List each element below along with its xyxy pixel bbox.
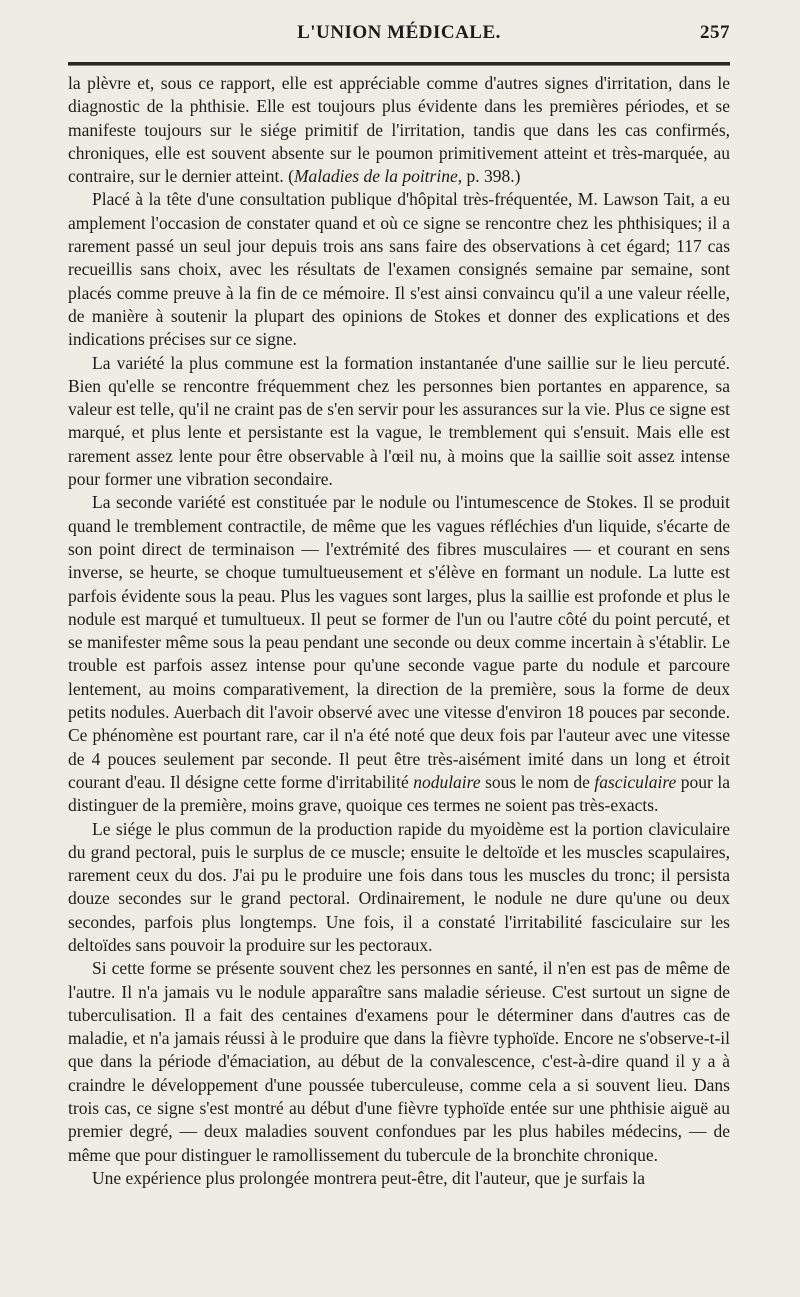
paragraph-lawson-tait: Placé à la tête d'une consultation publique d'hôpital très-fréquentée, M. Lawson Tait, a eu amplement l'occasion de constater quand et où ce signe se rencontre chez les phthisiques; il a rarement passé un seul jour depuis trois ans sans faire des observations à cet égard; 117 cas recueillis sans choix, avec les résultats de l'examen consignés semaine par semaine, sont placés comme preuve à la fin de ce mémoire. Il s'est ainsi convaincu qu'il a une valeur réelle, de manière à soutenir la plupart des opinions de Stokes et donner des explications et des indications précises sur ce signe. xyxy=(68,189,730,350)
paragraph-common-site: Le siége le plus commun de la production rapide du myoidème est la portion claviculaire du grand pectoral, puis le surplus de ce muscle; ensuite le deltoïde et les muscles scapulaires, rarement ceux du dos. J'ai pu le produire une fois dans tous les muscles du tronc; il persista douze secondes sur le grand pectoral. Ordinairement, le nodule ne dure qu'une ou deux secondes, parfois plus longtemps. Une fois, il a constaté l'irritabilité fasciculaire sur les deltoïdes sans pouvoir la produire sur les pectoraux. xyxy=(68,818,730,955)
paragraph-continuation: la plèvre et, sous ce rapport, elle est appréciable comme d'autres signes d'irritation, dans le diagnostic de la phthisie. Elle est toujours plus évidente dans les premières périodes, et se manifeste toujours sur le siége primitif de l'irritation, tandis que dans les cas confirmés, chroniques, elle est souvent absente sur le poumon primitivement atteint et très-marquée, au contraire, sur le dernier atteint. (Maladies de la poitrine, p. 398.) xyxy=(68,73,730,187)
paragraph-first-variety: La variété la plus commune est la formation instantanée d'une saillie sur le lieu percuté. Bien qu'elle se rencontre fréquemment chez les personnes bien portantes en apparence, sa valeur est telle, qu'il ne craint pas de s'en servir pour les assurances sur la vie. Plus ce signe est marqué, et plus lente et persistante est la vague, le tremblement qui s'ensuit. Mais elle est rarement assez lente pour être observable à l'œil nu, à moins que la saillie soit assez intense pour former une vibration secondaire. xyxy=(68,352,730,490)
page-number: 257 xyxy=(700,22,730,43)
journal-title: L'UNION MÉDICALE. xyxy=(297,22,501,43)
paragraph-healthy-persons: Si cette forme se présente souvent chez les personnes en santé, il n'en est pas de même de l'autre. Il n'a jamais vu le nodule apparaître sans maladie sérieuse. C'est surtout un signe de tuberculisation. Il a fait des centaines d'examens pour le déterminer dans d'autres cas de maladie, et n'a jamais réussi à le produire que dans la fièvre typhoïde. Encore ne s'observe-t-il que dans la période d'émaciation, au début de la convalescence, c'est-à-dire quand il y a à craindre le développement d'une poussée tuberculeuse, comme cela a si souvent lieu. Dans trois cas, ce signe s'est montré au début d'une fièvre typhoïde entée sur une phthisie aiguë au premier degré, — deux maladies souvent confondues par les plus habiles médecins, — de même que pour distinguer le ramollissement du tubercule de la bronchite chronique. xyxy=(68,958,730,1165)
paragraph-final: Une expérience plus prolongée montrera peut-être, dit l'auteur, que je surfais la xyxy=(92,1167,645,1188)
header-rule xyxy=(68,62,730,66)
article-body xyxy=(68,72,730,1190)
term-nodulaire: nodulaire xyxy=(413,771,481,792)
paragraph-second-variety: La seconde variété est constituée par le nodule ou l'intumescence de Stokes. Il se produit quand le tremblement contractile, de même que les vagues réfléchies d'un liquide, s'écarte de son point direct de terminaison — l'extrémité des fibres musculaires — et courant en sens inverse, se heurte, se choque tumultueusement et s'élève en formant un nodule. La lutte est parfois évidente sous la peau. Plus les vagues sont larges, plus la saillie est profonde et plus le nodule est marqué et tumultueux. Il peut se former de l'un ou l'autre côté du point percuté, et se manifester même sous la peau pendant une seconde ou deux comme incertain à s'établir. Le trouble est parfois assez intense pour qu'une seconde vague parte du nodule et parcoure lentement, au moins comparativement, la direction de la première, sous la forme de deux petits nodules. Auerbach dit l'avoir observé avec une vitesse d'environ 18 pouces par seconde. Ce phénomène est pourtant rare, car il n'a été noté que deux fois par l'auteur avec une vitesse de 4 pouces seulement par seconde. Il peut être très-aisément imité dans un long et étroit courant d'eau. Il désigne cette forme d'irritabilité nodulaire sous le nom de fasciculaire pour la distinguer de la première, moins grave, quoique ces termes ne soient pas très-exacts. xyxy=(68,492,730,816)
citation-title: Maladies de la poitrine, xyxy=(293,166,463,187)
term-fasciculaire: fasciculaire xyxy=(594,771,677,792)
running-head xyxy=(68,22,730,52)
